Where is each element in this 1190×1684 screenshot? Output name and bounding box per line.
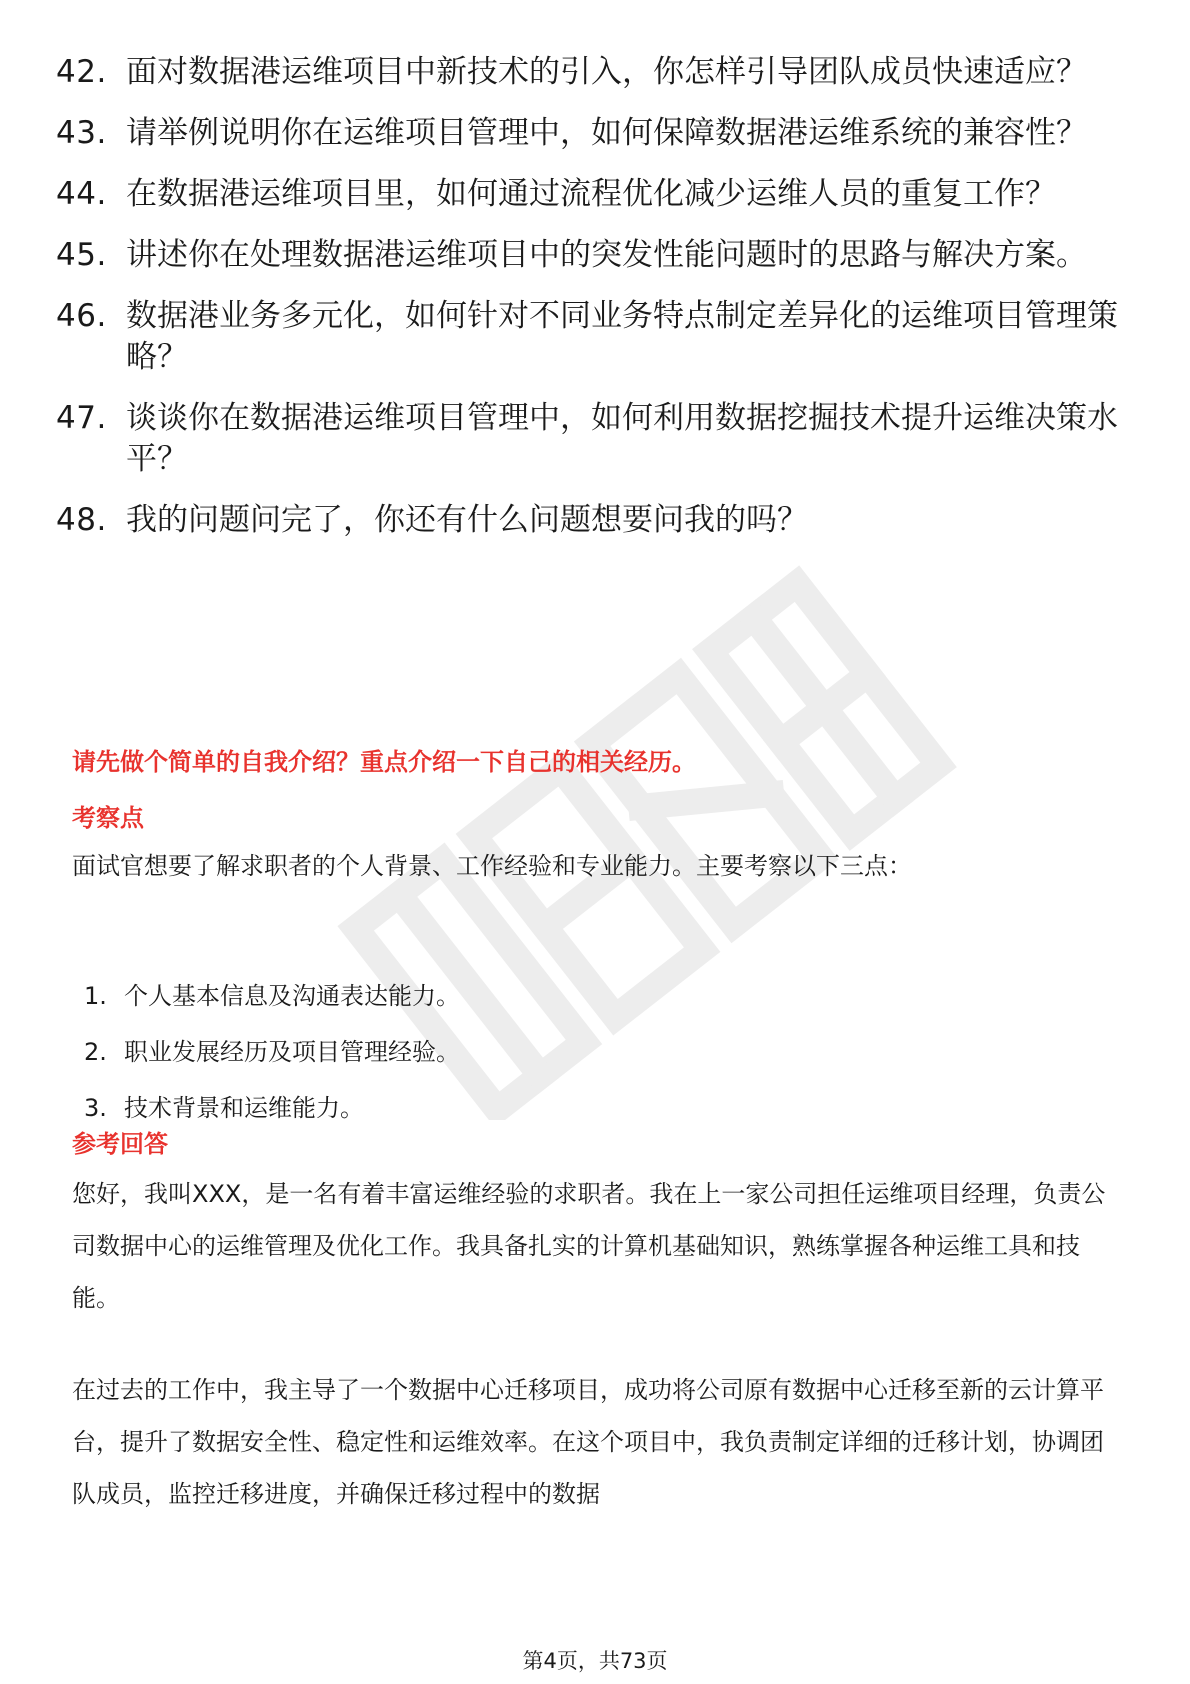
question-text: 请举例说明你在运维项目管理中，如何保障数据港运维系统的兼容性？ xyxy=(126,115,1087,151)
question-text: 在数据港运维项目里，如何通过流程优化减少运维人员的重复工作？ xyxy=(126,176,1056,212)
question-number: 48. xyxy=(56,502,107,538)
question-item xyxy=(56,296,1146,378)
assessment-points xyxy=(84,968,460,1136)
question-number: 45. xyxy=(56,237,107,273)
question-item xyxy=(56,500,1146,541)
point-number: 3. xyxy=(84,1094,107,1122)
assessment-intro: 面试官想要了解求职者的个人背景、工作经验和专业能力。主要考察以下三点： xyxy=(72,852,912,880)
question-text: 数据港业务多元化，如何针对不同业务特点制定差异化的运维项目管理策略？ xyxy=(126,298,1118,375)
assessment-point xyxy=(84,1024,460,1080)
point-text: 职业发展经历及项目管理经验。 xyxy=(124,1038,460,1066)
point-number: 2. xyxy=(84,1038,107,1066)
question-item xyxy=(56,398,1146,480)
point-text: 个人基本信息及沟通表达能力。 xyxy=(124,982,460,1010)
point-text: 技术背景和运维能力。 xyxy=(124,1094,364,1122)
question-number: 43. xyxy=(56,115,107,151)
page-footer: 第4页，共73页 xyxy=(522,1649,668,1673)
assessment-point xyxy=(84,968,460,1024)
answer-heading: 参考回答 xyxy=(72,1130,168,1158)
question-item xyxy=(56,174,1146,215)
assessment-heading: 考察点 xyxy=(72,804,144,832)
point-number: 1. xyxy=(84,982,107,1010)
question-number: 44. xyxy=(56,176,107,212)
question-text: 讲述你在处理数据港运维项目中的突发性能问题时的思路与解决方案。 xyxy=(126,237,1087,273)
question-item xyxy=(56,235,1146,276)
question-item xyxy=(56,52,1146,93)
question-number: 46. xyxy=(56,298,107,334)
question-text: 我的问题问完了，你还有什么问题想要问我的吗？ xyxy=(126,502,808,538)
question-text: 面对数据港运维项目中新技术的引入，你怎样引导团队成员快速适应？ xyxy=(126,54,1087,90)
answer-paragraph: 在过去的工作中，我主导了一个数据中心迁移项目，成功将公司原有数据中心迁移至新的云计算平台，提升了数据安全性、稳定性和运维效率。在这个项目中，我负责制定详细的迁移计划，协调团队成员，监控迁移进度，并确保迁移过程中的数据 xyxy=(72,1376,1104,1508)
question-number: 42. xyxy=(56,54,107,90)
featured-question-title: 请先做个简单的自我介绍？重点介绍一下自己的相关经历。 xyxy=(72,748,696,776)
question-list xyxy=(56,52,1146,561)
question-number: 47. xyxy=(56,400,107,436)
question-item xyxy=(56,113,1146,154)
question-text: 谈谈你在数据港运维项目管理中，如何利用数据挖掘技术提升运维决策水平？ xyxy=(126,400,1118,477)
answer-paragraph: 您好，我叫XXX，是一名有着丰富运维经验的求职者。我在上一家公司担任运维项目经理，负责公司数据中心的运维管理及优化工作。我具备扎实的计算机基础知识，熟练掌握各种运维工具和技能。 xyxy=(72,1180,1106,1312)
